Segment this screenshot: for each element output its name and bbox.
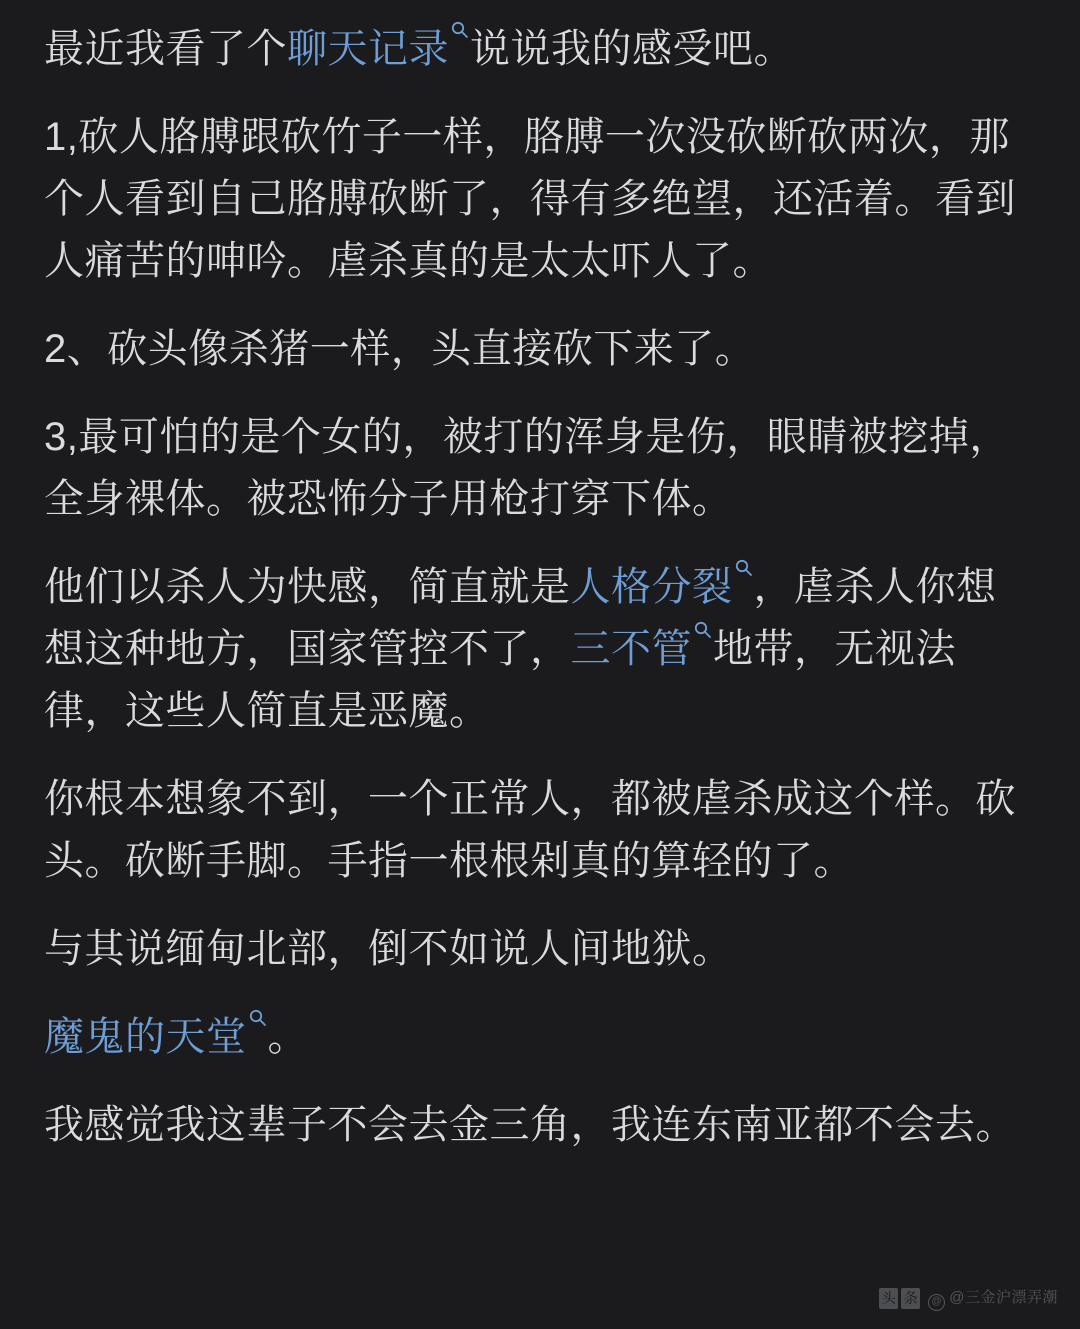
article-body: [44, 18, 1036, 1156]
paragraph-text: 3,最可怕的是个女的，被打的浑身是伤，眼睛被挖掉，全身裸体。被恐怖分子用枪打穿下体。: [44, 415, 1010, 521]
paragraph-text: 说说我的感受吧。: [470, 27, 794, 71]
watermark-logo: [879, 1288, 920, 1309]
article-paragraph: [44, 556, 1036, 742]
paragraph-text: 我感觉我这辈子不会去金三角，我连东南亚都不会去。: [44, 1103, 1016, 1147]
inline-search-link[interactable]: 人格分裂: [570, 565, 733, 609]
watermark-logo-char-1: 头: [879, 1288, 898, 1309]
paragraph-text: 地带，无视法律，这些人简直是恶魔。: [44, 627, 956, 733]
magnifier-icon[interactable]: [248, 1006, 268, 1040]
article-paragraph: [44, 918, 1036, 980]
watermark-logo-char-2: 条: [901, 1288, 920, 1309]
at-icon: @: [928, 1294, 945, 1311]
inline-search-link[interactable]: 三不管: [570, 627, 692, 671]
paragraph-text: 2、砍头像杀猪一样，头直接砍下来了。: [44, 327, 756, 371]
magnifier-icon[interactable]: [450, 18, 470, 52]
article-paragraph: [44, 1094, 1036, 1156]
magnifier-icon[interactable]: [693, 618, 713, 652]
article-paragraph: [44, 106, 1036, 292]
paragraph-text: 他们以杀人为快感，简直就是: [44, 565, 571, 609]
magnifier-icon[interactable]: [734, 556, 754, 590]
article-paragraph: [44, 1006, 1036, 1068]
inline-search-link[interactable]: 魔鬼的天堂: [44, 1015, 247, 1059]
paragraph-text: 你根本想象不到，一个正常人，都被虐杀成这个样。砍头。砍断手脚。手指一根根剁真的算轻的了。: [44, 777, 1016, 883]
watermark-handle-text: @三金沪漂弄潮: [949, 1289, 1058, 1306]
paragraph-text: ，虐杀人你想想这种地方，国家管控不了，: [44, 565, 997, 671]
article-paragraph: [44, 18, 1036, 80]
paragraph-text: 与其说缅甸北部，倒不如说人间地狱。: [44, 927, 733, 971]
paragraph-text: 最近我看了个: [44, 27, 287, 71]
article-paragraph: [44, 406, 1036, 530]
article-paragraph: [44, 318, 1036, 380]
watermark: [879, 1286, 1058, 1311]
watermark-handle: [928, 1286, 1058, 1311]
article-paragraph: [44, 768, 1036, 892]
paragraph-text: 。: [267, 1015, 308, 1059]
paragraph-text: 1,砍人胳膊跟砍竹子一样，胳膊一次没砍断砍两次，那个人看到自己胳膊砍断了，得有多绝望，还活着。看到人痛苦的呻吟。虐杀真的是太太吓人了。: [44, 115, 1016, 283]
inline-search-link[interactable]: 聊天记录: [287, 27, 449, 71]
